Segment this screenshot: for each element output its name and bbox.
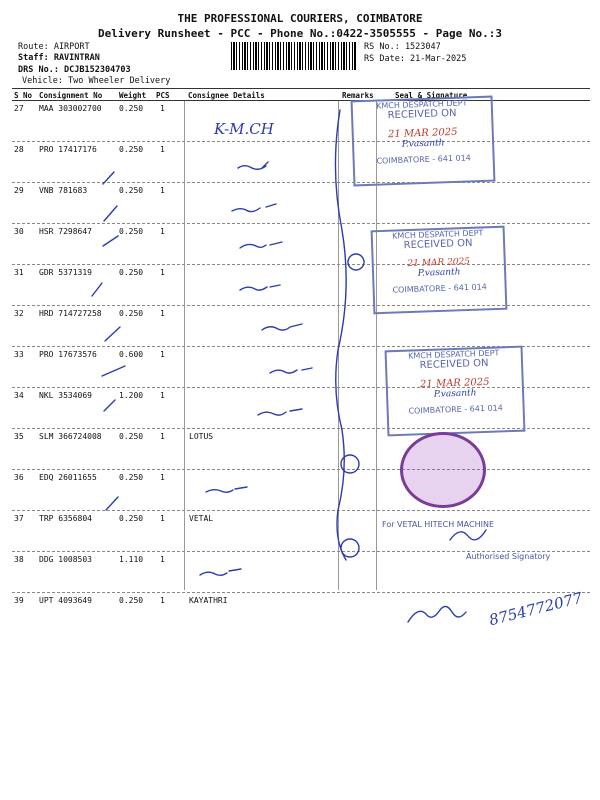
tick-mark bbox=[105, 327, 120, 341]
initials-signature bbox=[232, 204, 276, 212]
receiver-signature bbox=[408, 606, 466, 622]
stamp-line1: KMCH DESPATCH DEPT bbox=[375, 98, 468, 111]
row-consignment: EDQ 26011655 bbox=[39, 473, 97, 482]
row-consignee: VETAL bbox=[189, 514, 214, 523]
row-weight: 0.250 bbox=[119, 268, 144, 277]
row-weight: 0.250 bbox=[119, 104, 144, 113]
row-consignment: PRO 17673576 bbox=[39, 350, 97, 359]
handwritten-phone: 8754772077 bbox=[487, 588, 585, 630]
stamp-receiver: P.vasanth bbox=[417, 267, 461, 279]
row-sno: 29 bbox=[14, 186, 24, 195]
stamp-line1: KMCH DESPATCH DEPT bbox=[392, 228, 484, 241]
col-pcs: PCS bbox=[156, 91, 170, 100]
row-weight: 1.110 bbox=[119, 555, 144, 564]
row-weight: 0.250 bbox=[119, 596, 144, 605]
remarks-bracket-line bbox=[335, 110, 346, 560]
row-sno: 28 bbox=[14, 145, 24, 154]
row-pcs: 1 bbox=[160, 309, 165, 318]
company-seal bbox=[400, 432, 486, 508]
circled-mark bbox=[341, 539, 359, 557]
tick-mark bbox=[106, 497, 118, 510]
row-pcs: 1 bbox=[160, 432, 165, 441]
row-sno: 32 bbox=[14, 309, 24, 318]
received-stamp bbox=[351, 96, 496, 187]
received-stamp bbox=[371, 226, 508, 315]
row-weight: 0.250 bbox=[119, 514, 144, 523]
initials-signature bbox=[200, 569, 241, 575]
stamp-line2: RECEIVED ON bbox=[419, 357, 489, 372]
stamp-date: 21 MAR 2025 bbox=[407, 256, 471, 270]
row-pcs: 1 bbox=[160, 514, 165, 523]
row-consignment: SLM 366724008 bbox=[39, 432, 102, 441]
row-consignment: NKL 3534069 bbox=[39, 391, 92, 400]
stamp-date: 21 MAR 2025 bbox=[387, 126, 458, 141]
col-weight: Weight bbox=[119, 91, 147, 100]
row-sno: 31 bbox=[14, 268, 24, 277]
col-consignee: Consignee Details bbox=[188, 91, 265, 100]
tick-mark bbox=[104, 206, 117, 221]
stamp-line3: COIMBATORE - 641 014 bbox=[408, 403, 503, 416]
row-sno: 34 bbox=[14, 391, 24, 400]
row-sno: 35 bbox=[14, 432, 24, 441]
row-consignment: TRP 6356804 bbox=[39, 514, 92, 523]
stamp-line3: COIMBATORE - 641 014 bbox=[392, 282, 487, 295]
col-consignment: Consignment No bbox=[39, 91, 103, 100]
stamp-line2: RECEIVED ON bbox=[387, 107, 457, 122]
rs-date: RS Date: 21-Mar-2025 bbox=[364, 54, 467, 64]
staff-label: Staff: RAVINTRAN bbox=[18, 53, 100, 63]
vetal-stamp-text: For VETAL HITECH MACHINE bbox=[382, 520, 495, 529]
row-weight: 1.200 bbox=[119, 391, 144, 400]
initials-signature bbox=[240, 242, 282, 248]
stamp-date: 21 MAR 2025 bbox=[419, 376, 490, 391]
initials-signature bbox=[270, 368, 312, 373]
stamp-line3: COIMBATORE - 641 014 bbox=[376, 153, 471, 166]
col-seal: Seal & Signature bbox=[395, 91, 468, 100]
stamp-line2: RECEIVED ON bbox=[403, 237, 473, 252]
row-consignment: UPT 4093649 bbox=[39, 596, 92, 605]
row-pcs: 1 bbox=[160, 268, 165, 277]
received-stamp bbox=[385, 346, 526, 437]
initials-signature bbox=[262, 324, 302, 330]
tick-mark bbox=[104, 400, 115, 411]
row-sno: 27 bbox=[14, 104, 24, 113]
row-pcs: 1 bbox=[160, 473, 165, 482]
row-consignment: GDR 5371319 bbox=[39, 268, 92, 277]
stamp-receiver: P.vasanth bbox=[433, 388, 477, 400]
initials-signature bbox=[206, 487, 247, 492]
row-consignment: MAA 303002700 bbox=[39, 104, 102, 113]
row-weight: 0.250 bbox=[119, 186, 144, 195]
row-sno: 39 bbox=[14, 596, 24, 605]
row-consignment: HRD 714727258 bbox=[39, 309, 102, 318]
tick-mark bbox=[92, 283, 102, 296]
row-consignment: HSR 7298647 bbox=[39, 227, 92, 236]
rs-number: RS No.: 1523047 bbox=[364, 42, 441, 52]
row-pcs: 1 bbox=[160, 145, 165, 154]
row-sno: 38 bbox=[14, 555, 24, 564]
row-weight: 0.250 bbox=[119, 145, 144, 154]
col-remarks: Remarks bbox=[342, 91, 374, 100]
col-sno: S No bbox=[14, 91, 33, 100]
stamp-receiver: P.vasanth bbox=[401, 138, 445, 150]
row-consignment: DDG 1008503 bbox=[39, 555, 92, 564]
initials-signature bbox=[240, 285, 280, 290]
row-sno: 30 bbox=[14, 227, 24, 236]
row-pcs: 1 bbox=[160, 350, 165, 359]
stamp-line1: KMCH DESPATCH DEPT bbox=[407, 348, 500, 361]
row-pcs: 1 bbox=[160, 596, 165, 605]
row-sno: 37 bbox=[14, 514, 24, 523]
initials-signature bbox=[238, 162, 268, 169]
vetal-signature bbox=[450, 530, 486, 540]
vehicle-label: Vehicle: Two Wheeler Delivery bbox=[22, 76, 171, 86]
document-title: THE PROFESSIONAL COURIERS, COIMBATORE bbox=[177, 12, 423, 25]
row-sno: 33 bbox=[14, 350, 24, 359]
tick-mark bbox=[103, 236, 118, 246]
row-consignee: KAYATHRI bbox=[189, 596, 228, 605]
row-pcs: 1 bbox=[160, 104, 165, 113]
row-pcs: 1 bbox=[160, 391, 165, 400]
row-weight: 0.250 bbox=[119, 227, 144, 236]
circled-mark bbox=[348, 254, 364, 270]
row-pcs: 1 bbox=[160, 555, 165, 564]
handwritten-kmch: K-M.CH bbox=[214, 120, 274, 138]
row-weight: 0.250 bbox=[119, 473, 144, 482]
tick-mark bbox=[102, 366, 125, 376]
row-pcs: 1 bbox=[160, 186, 165, 195]
row-weight: 0.250 bbox=[119, 309, 144, 318]
authorised-signatory-text: Authorised Signatory bbox=[466, 552, 551, 561]
row-consignee: LOTUS bbox=[189, 432, 214, 441]
row-pcs: 1 bbox=[160, 227, 165, 236]
tick-mark bbox=[103, 172, 114, 184]
row-consignment: VNB 781683 bbox=[39, 186, 88, 195]
row-weight: 0.600 bbox=[119, 350, 144, 359]
row-consignment: PRO 17417176 bbox=[39, 145, 97, 154]
row-weight: 0.250 bbox=[119, 432, 144, 441]
document-subtitle: Delivery Runsheet - PCC - Phone No.:0422-3505555 - Page No.:3 bbox=[98, 27, 502, 40]
route-label: Route: AIRPORT bbox=[18, 42, 90, 52]
row-sno: 36 bbox=[14, 473, 24, 482]
drs-number: DRS No.: DCJB152304703 bbox=[18, 65, 131, 75]
initials-signature bbox=[258, 409, 302, 415]
